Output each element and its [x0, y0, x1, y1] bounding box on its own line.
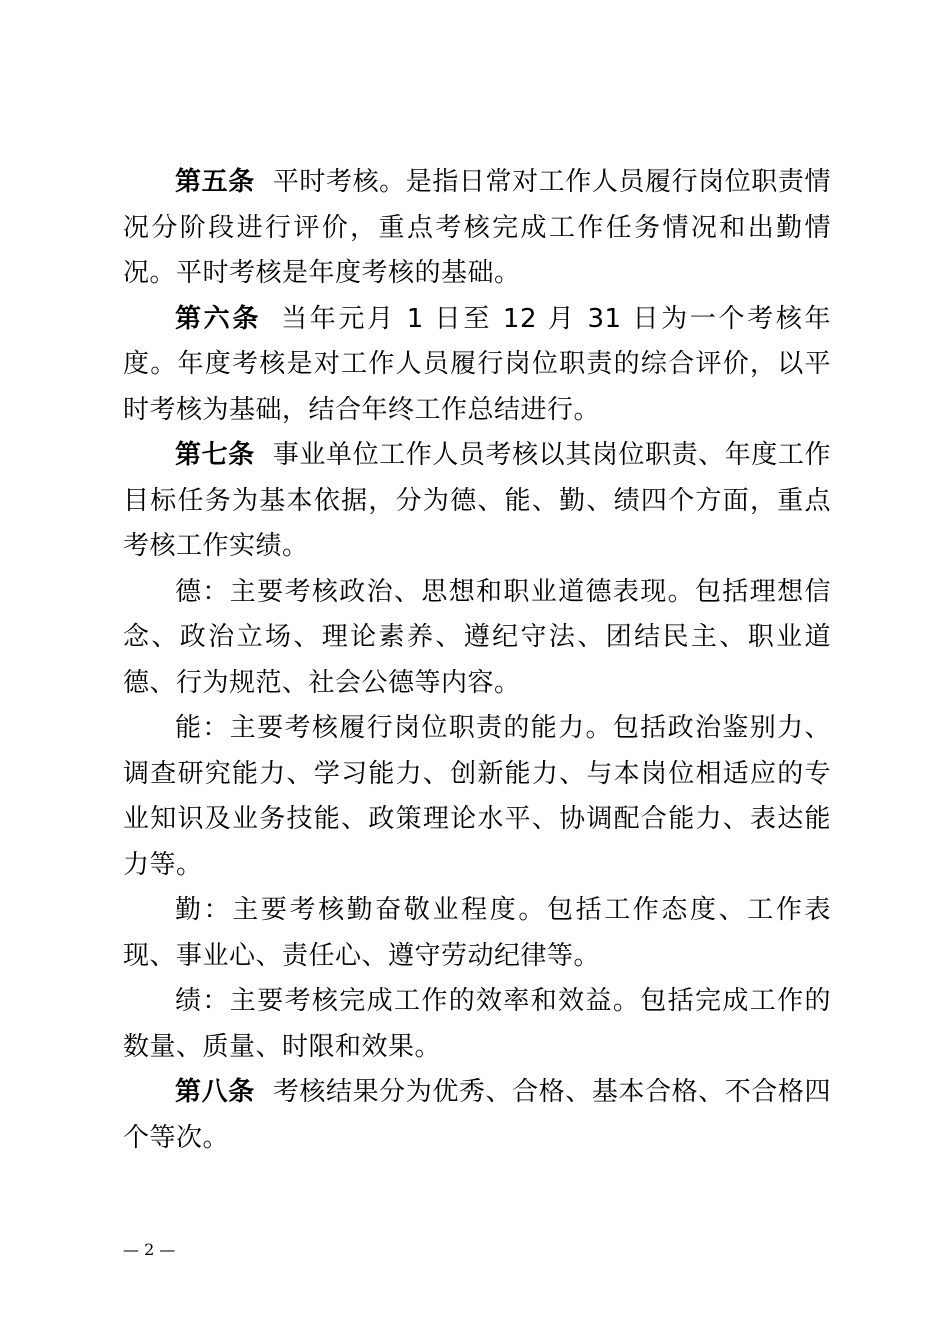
- article-5-paragraph: [123, 160, 831, 297]
- paragraph-text: 平时考核。是指日常对工作人员履行岗位职责情况分阶段进行评价，重点考核完成工作任务情况和出勤情况。平时考核是年度考核的基础。: [123, 167, 831, 288]
- paragraph-text: 当年元月 1 日至 12 月 31 日为一个考核年度。年度考核是对工作人员履行岗位职责的综合评价，以平时考核为基础，结合年终工作总结进行。: [123, 303, 831, 425]
- paragraph-text: 绩：主要考核完成工作的效率和效益。包括完成工作的数量、质量、时限和效果。: [123, 986, 831, 1062]
- article-label: 第八条: [175, 1077, 255, 1107]
- paragraph-text: 勤：主要考核勤奋敬业程度。包括工作态度、工作表现、事业心、责任心、遵守劳动纪律等。: [123, 895, 831, 971]
- article-label: 第七条: [175, 440, 255, 470]
- paragraph-text: 能：主要考核履行岗位职责的能力。包括政治鉴别力、调查研究能力、学习能力、创新能力、与本岗位相适应的专业知识及业务技能、政策理论水平、协调配合能力、表达能力等。: [123, 713, 831, 880]
- article-label: 第五条: [175, 167, 255, 197]
- paragraph-text: 事业单位工作人员考核以其岗位职责、年度工作目标任务为基本依据，分为德、能、勤、绩四个方面，重点考核工作实绩。: [123, 440, 831, 561]
- article-label: 第六条: [175, 303, 261, 334]
- virtue-paragraph: [123, 570, 831, 707]
- article-6-paragraph: [123, 297, 831, 434]
- paragraph-text: 德：主要考核政治、思想和职业道德表现。包括理想信念、政治立场、理论素养、遵纪守法、团结民主、职业道德、行为规范、社会公德等内容。: [123, 576, 831, 698]
- article-8-paragraph: [123, 1070, 831, 1161]
- article-7-paragraph: [123, 433, 831, 570]
- performance-paragraph: [123, 979, 831, 1070]
- ability-paragraph: [123, 706, 831, 888]
- paragraph-text: 考核结果分为优秀、合格、基本合格、不合格四个等次。: [123, 1077, 831, 1153]
- document-body: [123, 160, 831, 1161]
- diligence-paragraph: [123, 888, 831, 979]
- page-number: — 2 —: [123, 1240, 176, 1259]
